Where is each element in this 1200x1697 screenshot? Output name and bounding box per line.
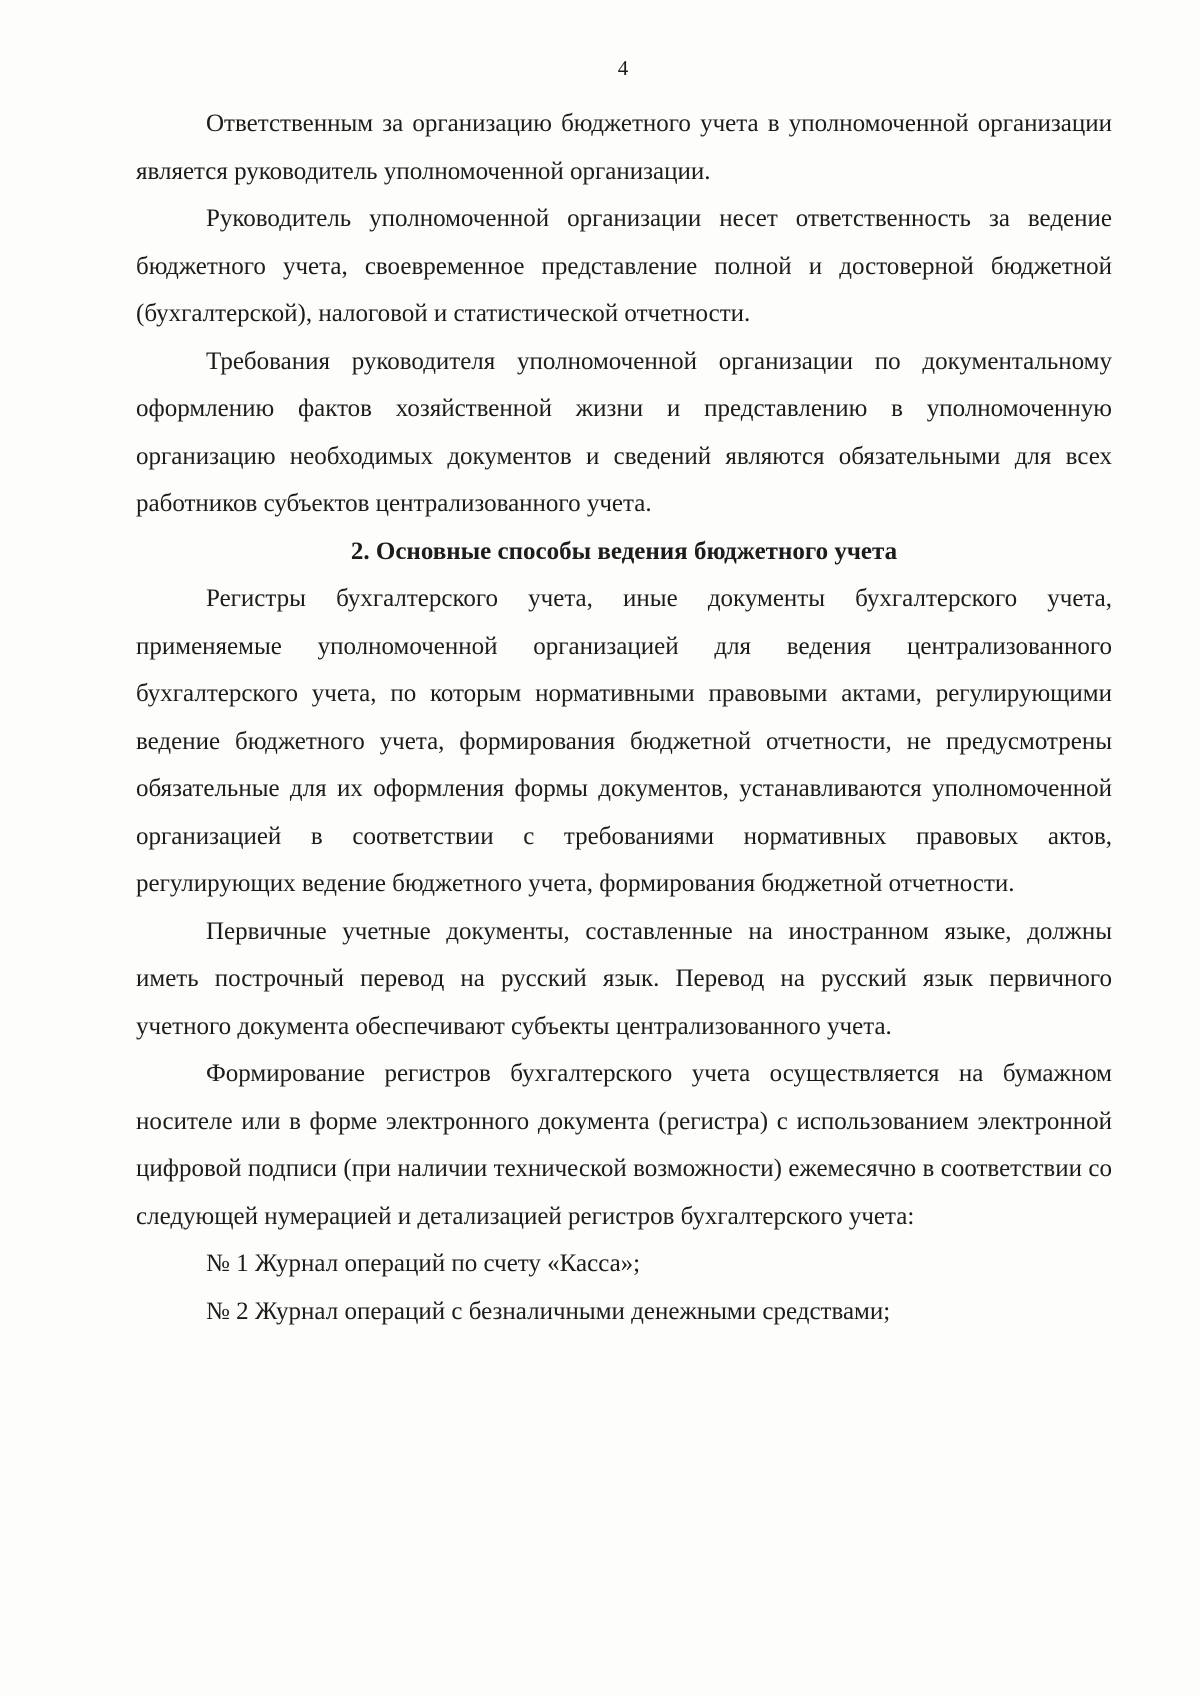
paragraph-requirements: Требования руководителя уполномоченной организации по документальному оформлению фактов хозяйственной жизни и представлению в уполномоченную организацию необходимых документов и сведений являются обязательными для всех работников субъектов централизованного учета. [136,347,1112,517]
list-item-register-2: № 2 Журнал операций с безналичными денежными средствами; [206,1297,891,1325]
paragraph-head-liability: Руководитель уполномоченной организации несет ответственность за ведение бюджетного учета, своевременное представление полной и достоверной бюджетной (бухгалтерской), налоговой и статистической отчетности. [136,205,1112,327]
section-heading: 2. Основные способы ведения бюджетного учета [350,537,898,565]
paragraph-register-formation: Формирование регистров бухгалтерского учета осуществляется на бумажном носителе или в форме электронного документа (регистра) с использованием электронной цифровой подписи (при наличии технической возможности) ежемесячно в соответствии со следующей нумерацией и детализацией регистров бухгалтерского учета: [136,1060,1112,1230]
paragraph-foreign-language: Первичные учетные документы, составленные на иностранном языке, должны иметь построчный перевод на русский язык. Перевод на русский язык первичного учетного документа обеспечивают субъекты централизованного учета. [136,917,1112,1040]
page-number: 4 [617,56,629,80]
list-item-register-1: № 1 Журнал операций по счету «Касса»; [206,1250,641,1277]
paragraph-responsibility: Ответственным за организацию бюджетного учета в уполномоченной организации является руководитель уполномоченной организации. [136,110,1112,185]
document-body [136,100,1112,1335]
paragraph-registers: Регистры бухгалтерского учета, иные документы бухгалтерского учета, применяемые уполномоченной организацией для ведения централизованного бухгалтерского учета, по которым нормативными правовыми актами, регулирующими ведение бюджетного учета, формирования бюджетной отчетности, не предусмотрены обязательные для их оформления формы документов, устанавливаются уполномоченной организацией в соответствии с требованиями нормативных правовых актов, регулирующих ведение бюджетного учета, формирования бюджетной отчетности. [136,585,1112,897]
